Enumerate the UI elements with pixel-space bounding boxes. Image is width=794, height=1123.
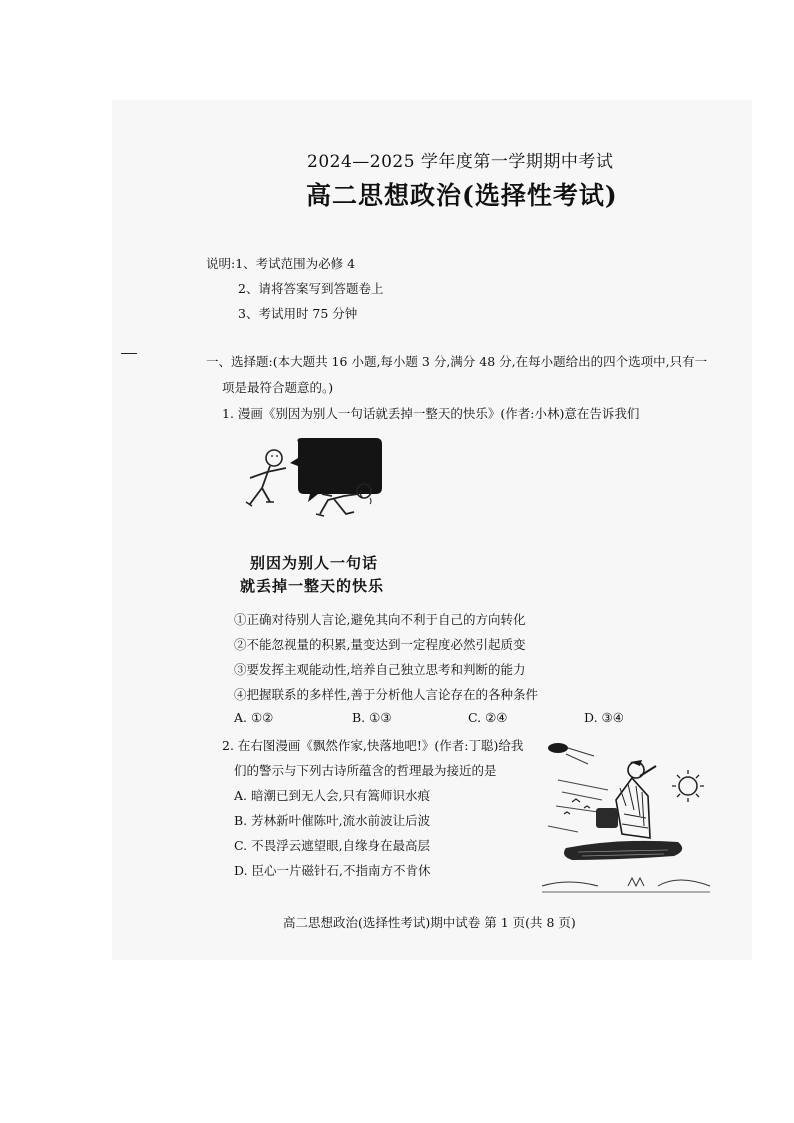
q1-cartoon-caption-line-1: 别因为别人一句话	[250, 554, 379, 572]
q2-cartoon-illustration	[538, 736, 714, 900]
instructions-line-1	[206, 254, 355, 272]
margin-dash	[121, 353, 137, 354]
q1-option-c: C. ②④	[468, 710, 508, 725]
q2-option-d: D. 臣心一片磁针石,不指南方不肯休	[234, 863, 431, 878]
section-heading-line-1: 一、选择题:(本大题共 16 小题,每小题 3 分,满分 48 分,在每小题给出的四个选项中,只有一	[206, 354, 708, 369]
q1-option-a: A. ①②	[234, 710, 274, 725]
q2-stem-line-1: 2. 在右图漫画《飘然作家,快落地吧!》(作者:丁聪)给我	[222, 738, 524, 753]
q1-cartoon-caption-line-2: 就丢掉一整天的快乐	[240, 577, 385, 595]
q1-option-b: B. ①③	[352, 710, 392, 725]
q1-statement: ②不能忽视量的积累,量变达到一定程度必然引起质变	[234, 637, 526, 652]
q2-option-c: C. 不畏浮云遮望眼,自缘身在最高层	[234, 838, 431, 853]
section-heading-line-2: 项是最符合题意的。)	[222, 380, 334, 395]
q1-option-d: D. ③④	[584, 710, 624, 725]
instructions-prefix: 说明:	[206, 256, 236, 271]
instruction-item: 2、请将答案写到答题卷上	[238, 281, 384, 296]
page-footer: 高二思想政治(选择性考试)期中试卷 第 1 页(共 8 页)	[283, 915, 576, 930]
q1-statement: ③要发挥主观能动性,培养自己独立思考和判断的能力	[234, 662, 526, 677]
exam-period-title: 2024—2025 学年度第一学期期中考试	[307, 152, 614, 172]
instruction-item: 1、考试范围为必修 4	[235, 256, 356, 271]
q2-option-a: A. 暗潮已到无人会,只有篙师识水痕	[234, 788, 430, 803]
subject-title: 高二思想政治(选择性考试)	[306, 181, 618, 210]
q1-statement: ①正确对待别人言论,避免其向不利于自己的方向转化	[234, 612, 526, 627]
q1-statement: ④把握联系的多样性,善于分析他人言论存在的各种条件	[234, 687, 538, 702]
q1-cartoon-illustration	[236, 436, 386, 522]
q2-stem-line-2: 们的警示与下列古诗所蕴含的哲理最为接近的是	[234, 763, 497, 778]
instruction-item: 3、考试用时 75 分钟	[238, 306, 358, 321]
q2-option-b: B. 芳林新叶催陈叶,流水前波让后波	[234, 813, 431, 828]
q1-stem: 1. 漫画《别因为别人一句话就丢掉一整天的快乐》(作者:小林)意在告诉我们	[222, 406, 640, 421]
